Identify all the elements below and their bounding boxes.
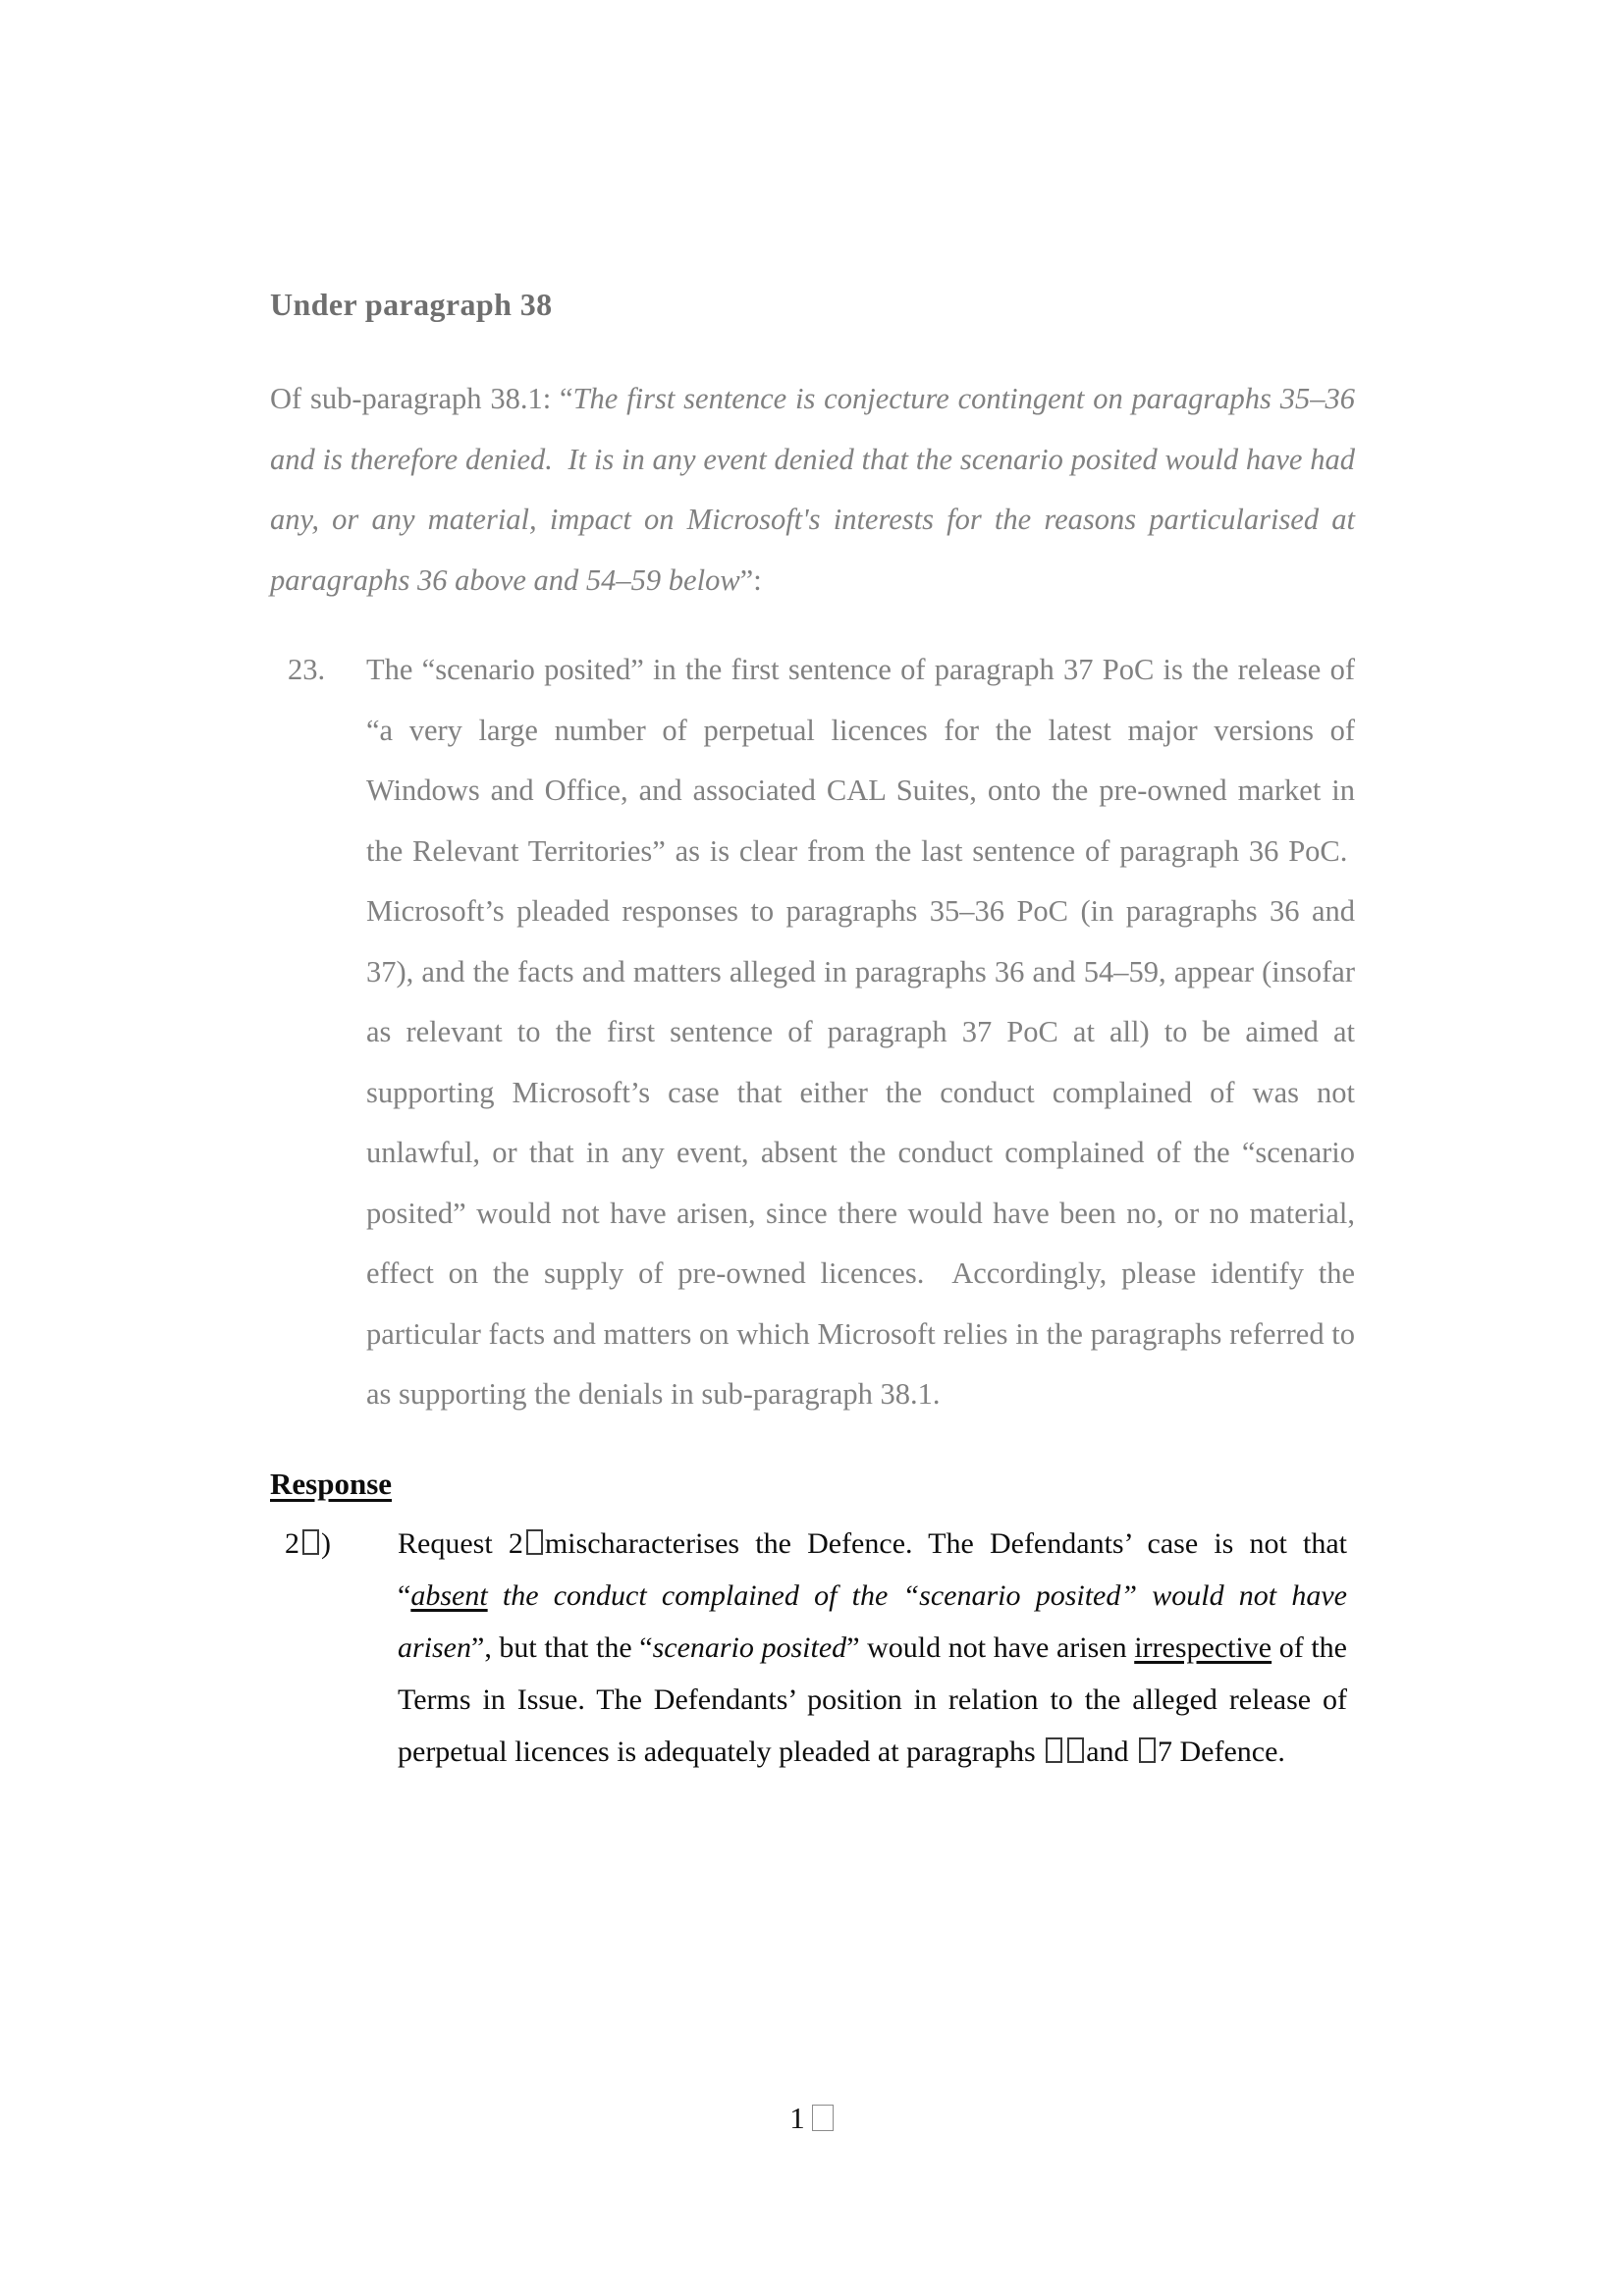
intro-paragraph [270, 369, 1355, 611]
response-run-irrespective: irrespective [1134, 1631, 1272, 1664]
missing-glyph-box [1139, 1737, 1156, 1763]
intro-quoted-text: The first sentence is conjecture contingent on paragraphs 35–36 and is therefore denied. It is in any event denied that the scenario posited would have had any, or any material, impact on Microsoft's interests for the reasons particularised at paragraphs 36 above and 54–59 below [270, 382, 1355, 597]
missing-glyph-box [302, 1529, 319, 1555]
intro-closing-text: ”: [739, 562, 762, 597]
response-run-scenario-posited: scenario posited [652, 1631, 847, 1664]
response-run-absent: absent [410, 1579, 488, 1612]
response-paragraph-body [398, 1518, 1347, 1778]
response-heading: Response [270, 1467, 393, 1501]
response-run-but-that: ”, but that the “ [471, 1631, 653, 1664]
page-footer [0, 2101, 1623, 2136]
response-run-defence: 7 Defence. [1158, 1735, 1285, 1768]
response-number-digit: 2 [285, 1527, 299, 1560]
response-run-request: Request 2 [398, 1527, 523, 1560]
missing-glyph-box [1046, 1737, 1062, 1763]
missing-glyph-box [526, 1529, 543, 1555]
section-heading: Under paragraph 38 [270, 287, 553, 322]
response-number [285, 1518, 331, 1570]
missing-glyph-box [1067, 1737, 1084, 1763]
missing-glyph-box [812, 2105, 834, 2131]
request-paragraph-body: The “scenario posited” in the first sentence of paragraph 37 PoC is the release of “a very large number of perpetual licences for the latest major versions of Windows and Office, and associated CAL Suites, onto the pre-owned market in the Relevant Territories” as is clear from the last sentence of paragraph 36 PoC. Microsoft’s pleaded responses to paragraphs 35–36 PoC (in paragraphs 36 and 37), and the facts and matters alleged in paragraphs 36 and 54–59, appear (insofar as relevant to the first sentence of paragraph 37 PoC at all) to be aimed at supporting Microsoft’s case that either the conduct complained of was not unlawful, or that in any event, absent the conduct complained of the “scenario posited” would not have arisen, since there would have been no, or no material, effect on the supply of pre-owned licences. Accordingly, please identify the particular facts and matters on which Microsoft relies in the paragraphs referred to as supporting the denials in sub-paragraph 38.1. [366, 653, 1355, 1411]
paragraph-number: 23. [288, 653, 326, 686]
response-run-mischaracterises: mischaracterises the Defence. The Defendants’ case is not that “ [398, 1527, 1348, 1612]
response-number-paren: ) [321, 1527, 331, 1560]
response-run-and: and [1086, 1735, 1137, 1768]
page-number: 1 [789, 2101, 805, 2135]
response-run-quote-italic: the conduct complained of the “scenario posited” would not have arisen [398, 1579, 1347, 1664]
response-run-would-not: ” would not have arisen [846, 1631, 1135, 1664]
intro-lead-text: Of sub-paragraph 38.1: “ [270, 382, 573, 415]
response-run-terms: of the Terms in Issue. The Defendants’ position in relation to the alleged release of perpetual licences is adequately pleaded at paragraphs [398, 1631, 1348, 1768]
